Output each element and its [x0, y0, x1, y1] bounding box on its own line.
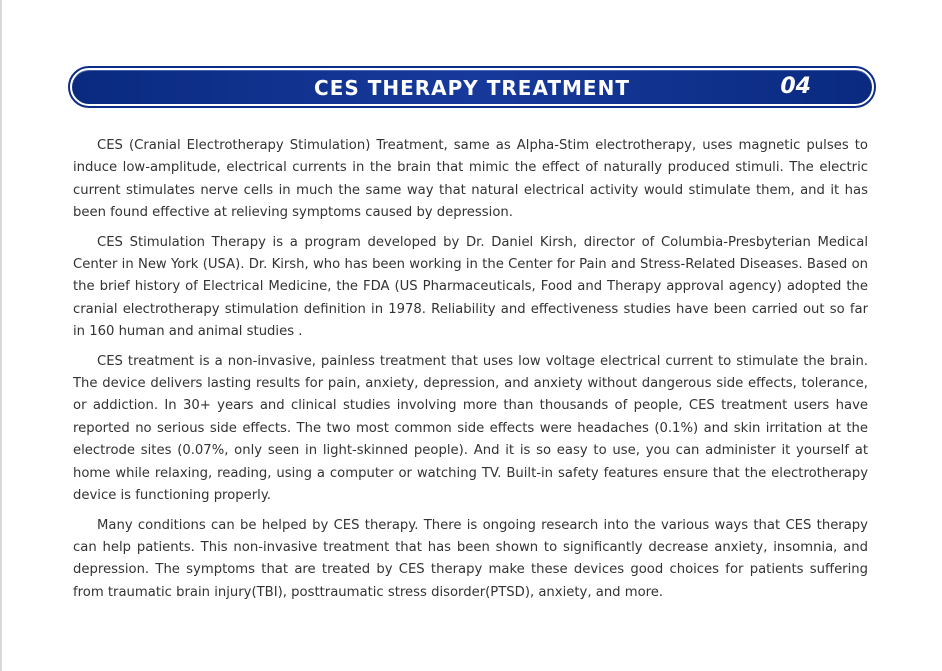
section-header-banner — [68, 66, 876, 108]
section-header-fill — [72, 70, 872, 104]
paragraph-ces-history: CES Stimulation Therapy is a program developed by Dr. Daniel Kirsh, director of Columbia-Presbyterian Medical Center in New York (USA). Dr. Kirsh, who has been working in the Center for Pain and Stress-Related Diseases. Based on the brief history of Electrical Medicine, the FDA (US Pharmaceuticals, Food and Therapy approval agency) adopted the cranial electrotherapy stimulation definition in 1978. Reliability and effectiveness studies have been carried out so far in 160 human and animal studies . — [73, 234, 868, 340]
body-text — [73, 135, 868, 611]
page-number: 04 — [780, 74, 811, 99]
section-title: CES THERAPY TREATMENT — [314, 76, 630, 100]
paragraph-ces-definition: CES (Cranial Electrotherapy Stimulation) Treatment, same as Alpha-Stim electrotherapy, uses magnetic pulses to induce low-amplitude, electrical currents in the brain that mimic the effect of naturally produced stimuli. The electric current stimulates nerve cells in much the same way that natural electrical activity would stimulate them, and it has been found effective at relieving symptoms caused by depression. — [73, 138, 868, 221]
paragraph-ces-safety: CES treatment is a non-invasive, painless treatment that uses low voltage electrical current to stimulate the brain. The device delivers lasting results for pain, anxiety, depression, and anxiety without dangerous side effects, tolerance, or addiction. In 30+ years and clinical studies involving more than thousands of people, CES treatment users have reported no serious side effects. The two most common side effects were headaches (0.1%) and skin irritation at the electrode sites (0.07%, only seen in light-skinned people). And it is so easy to use, you can administer it yourself at home while relaxing, reading, using a computer or watching TV. Built-in safety features ensure that the electrotherapy device is functioning properly. — [73, 353, 868, 504]
page-edge-divider — [0, 0, 2, 671]
paragraph-ces-conditions: Many conditions can be helped by CES therapy. There is ongoing research into the various ways that CES therapy can help patients. This non-invasive treatment that has been shown to significantly decrease anxiety, insomnia, and depression. The symptoms that are treated by CES therapy make these devices good choices for patients suffering from traumatic brain injury(TBI), posttraumatic stress disorder(PTSD), anxiety, and more. — [73, 517, 868, 600]
